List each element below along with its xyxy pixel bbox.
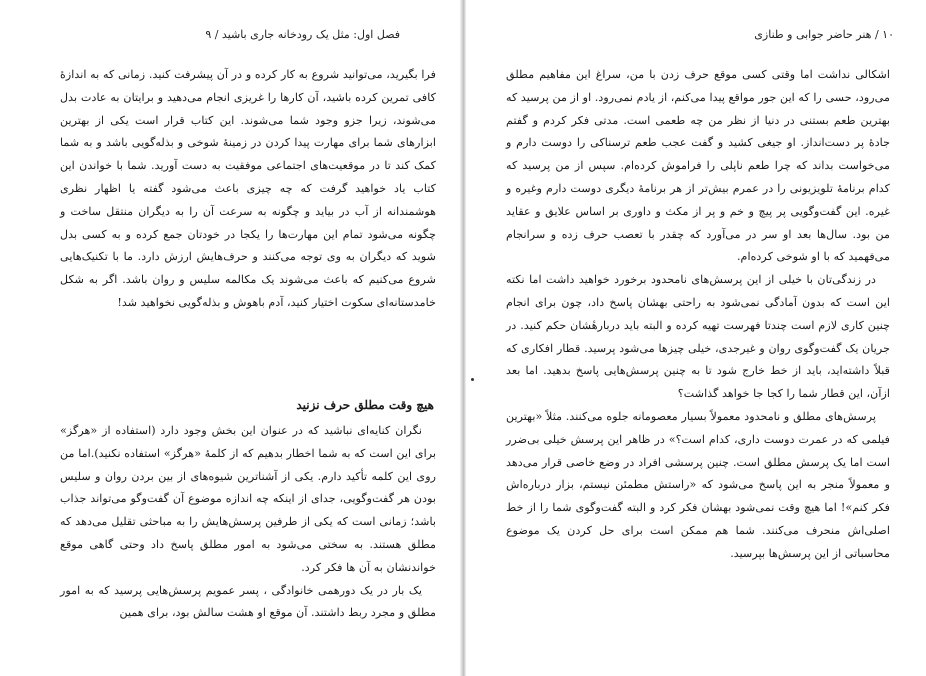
right-running-head: ۱۰ / هنر حاضر جوابی و طنازی [754, 28, 894, 41]
left-paragraph-1: فرا بگیرید، می‌توانید شروع به کار کرده و در آن پیشرفت کنید. زمانی که به اندازهٔ کافی تمرین کرده باشید، آن کارها را غریزی انجام می‌دهید و برایتان به عادت بدل می‌شوند، زیرا جزو وجود شما می‌شوند. این کتاب قرار است یکی از بهترین ابزارهای شما برای مهارت پیدا کردن در زمینهٔ شوخی و بذله‌گویی باشد و به شما کمک کند تا در موقعیت‌های اجتماعی موفقیت به دست آورید. شما با خواندن این کتاب یاد خواهید گرفت که چه چیزی باعث می‌شود گفته یا اظهار نظری هوشمندانه از آب در بیاید و چگونه به سرعت آن را به دیگران منتقل ساخت و چگونه می‌شود تمام این مهارت‌ها را یکجا در خودتان جمع کرده و به کسی بدل شوید که دیگران به وی توجه می‌کنند و حرف‌هایش ارزش دارد. ما با تکنیک‌هایی شروع می‌کنیم که باعث می‌شوند یک مکالمه سلیس و روان باشد. اگر به شکل خامدستانه‌ای سکوت اختیار کنید، آدم باهوش و بذله‌گویی نخواهید شد! [60, 68, 437, 309]
left-page-top-text [60, 64, 436, 315]
right-page-text [506, 64, 890, 566]
right-paragraph-2: در زندگی‌تان با خیلی از این پرسش‌های نامحدود برخورد خواهید داشت اما نکته این است که بدون آمادگی نمی‌شود به راحتی بهشان پاسخ داد، چون برای انجام چنین کاری لازم است چندتا فهرست تهیه کرده و البته باید دربارهٔشان حکم کنید. در جریان یک گفت‌وگوی روان و غیرجدی، خیلی چیزها می‌شود پرسید. قطار افکاری که قبلاً داشته‌اید، باید از خط خارج شود تا به چنین پرسش‌هایی پاسخ بدهید. اما بعد ازآن، این قطار شما را کجا جا خواهد گذاشت؟ [506, 273, 890, 401]
left-paragraph-3: یک بار در یک دورهمی خانوادگی ، پسر عمویم پرسش‌هایی پرسید که به امور مطلق و مجرد ربط داشتند. آن موقع او هشت سالش بود، برای همین [60, 583, 436, 620]
scan-speck [471, 378, 474, 381]
right-paragraph-3: پرسش‌های مطلق و نامحدود معمولاً بسیار معصومانه جلوه می‌کنند. مثلاً «بهترین فیلمی که در عمرت دوست داری، کدام است؟» در ظاهر این پرسش خیلی بی‌ضرر است اما یک پرسش مطلق است. چنین پرسشی افراد در وضع خاصی قرار می‌دهد و معمولاً منجر به این پاسخ می‌شود که «راستش مطمئن نیستم، بزار درباره‌اش فکر کنم»! اما هیچ وقت نمی‌شود بهشان فکر کرد و البته گفت‌وگوی شما را از خط اصلی‌اش منحرف می‌کنند. شما هم ممکن است برای حل کردن یک موضوع محاسباتی از این پرسش‌ها بپرسید. [506, 409, 890, 560]
section-heading: هیچ وقت مطلق حرف نزنید [296, 398, 434, 412]
left-paragraph-2: نگران کنایه‌ای نباشید که در عنوان این بخش وجود دارد (استفاده از «هرگز» برای این است که به شما اخطار بدهیم که از کلمهٔ «هرگز» استفاده نکنید).اما من روی این کلمه تأکید دارم. یکی از آشناترین شیوه‌های از بین بردن روان و سلیس بودن هر گفت‌وگویی، جدای از اینکه چه اندازه موضوع آن گفت‌وگو می‌تواند جذاب باشد؛ زمانی است که یکی از طرفین پرسش‌هایش را به مباحثی تقلیل می‌دهد که مطلق هستند. به سختی می‌شود به امور مطلق پاسخ داد وحتی گاهی موقع خواندنشان به آن ها فکر کرد. [60, 424, 436, 574]
left-page-bottom-text [60, 420, 436, 625]
left-running-head: فصل اول: مثل یک رودخانه جاری باشید / ۹ [205, 28, 400, 41]
right-paragraph-1: اشکالی نداشت اما وقتی کسی موقع حرف زدن با من، سراغ این مفاهیم مطلق می‌رود، حسی را که این جور مواقع پیدا می‌کنم، از یادم نمی‌رود. او از من پرسید که بهترین طعم بستنی در دنیا از نظر من چه طعمی است. مدتی فکر کردم و گفتم جادهٔ پر دست‌انداز. او جیغی کشید و گفت عجب طعم ترسناکی را دوست دارم و می‌خواست بداند که چرا طعم ناپلی را فراموش کرده‌ام. سپس از من پرسید که کدام برنامهٔ تلویزیونی را در عمرم بیش‌تر از هر برنامهٔ دیگری دوست دارم وغیره و غیره. این گفت‌وگویی پر پیچ و خم و پر از مکث و داوری بر اساس علایق و عقاید من بود. سال‌ها بعد او سر در می‌آورد که چقدر با تعصب حرف زده و سرانجام می‌فهمید که با او شوخی کرده‌ام. [506, 68, 890, 264]
right-page [466, 0, 926, 676]
left-page [0, 0, 460, 676]
